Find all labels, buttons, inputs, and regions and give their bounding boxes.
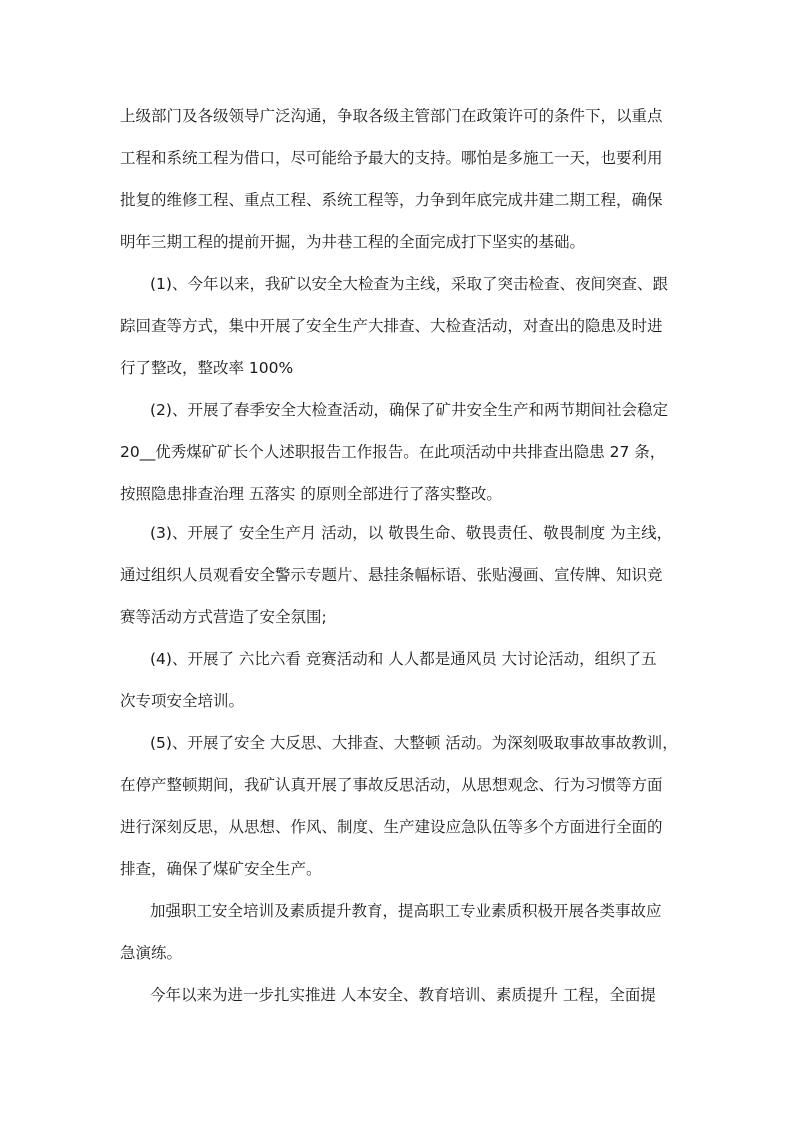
paragraph-line: 赛等活动方式营造了安全氛围; xyxy=(120,608,327,626)
paragraph-line: 工程和系统工程为借口，尽可能给予最大的支持。哪怕是多施工一天，也要利用 xyxy=(120,149,663,167)
paragraph-line: 批复的维修工程、重点工程、系统工程等，力争到年底完成井建二期工程，确保 xyxy=(120,191,663,209)
paragraph-line: (1)、今年以来，我矿以安全大检查为主线，采取了突击检查、夜间突查、跟 xyxy=(150,275,668,293)
paragraph-line: 踪回查等方式，集中开展了安全生产大排查、大检查活动，对查出的隐患及时进 xyxy=(120,317,663,335)
paragraph-line: 通过组织人员观看安全警示专题片、悬挂条幅标语、张贴漫画、宣传牌、知识竞 xyxy=(120,566,663,584)
paragraph-line: 进行深刻反思，从思想、作风、制度、生产建设应急队伍等多个方面进行全面的 xyxy=(120,818,663,836)
paragraph-line: 按照隐患排查治理 五落实 的原则全部进行了落实整改。 xyxy=(120,485,502,503)
paragraph-line: 在停产整顿期间，我矿认真开展了事故反思活动，从思想观念、行为习惯等方面 xyxy=(120,776,663,794)
paragraph-line: (2)、开展了春季安全大检查活动，确保了矿井安全生产和两节期间社会稳定 xyxy=(150,401,668,419)
paragraph-line: 今年以来为进一步扎实推进 人本安全、教育培训、素质提升 工程，全面提 xyxy=(150,986,656,1004)
paragraph-line: (5)、开展了安全 大反思、大排查、大整顿 活动。为深刻吸取事故事故教训， xyxy=(150,734,678,752)
paragraph-line: (4)、开展了 六比六看 竞赛活动和 人人都是通风员 大讨论活动，组织了五 xyxy=(150,650,657,668)
paragraph-line: (3)、开展了 安全生产月 活动，以 敬畏生命、敬畏责任、敬畏制度 为主线， xyxy=(150,524,673,542)
paragraph-line: 明年三期工程的提前开掘，为井巷工程的全面完成打下坚实的基础。 xyxy=(120,233,586,251)
paragraph-line: 急演练。 xyxy=(120,944,183,962)
paragraph-line: 次专项安全培训。 xyxy=(120,692,245,710)
paragraph-line: 排查，确保了煤矿安全生产。 xyxy=(120,860,322,878)
paragraph-line: 20__优秀煤矿矿长个人述职报告工作报告。在此项活动中共排查出隐患 27 条， xyxy=(120,443,666,461)
paragraph-line: 上级部门及各级领导广泛沟通，争取各级主管部门在政策许可的条件下，以重点 xyxy=(120,107,663,125)
paragraph-line: 行了整改，整改率 100% xyxy=(120,359,294,377)
paragraph-line: 加强职工安全培训及素质提升教育，提高职工专业素质积极开展各类事故应 xyxy=(150,902,662,920)
